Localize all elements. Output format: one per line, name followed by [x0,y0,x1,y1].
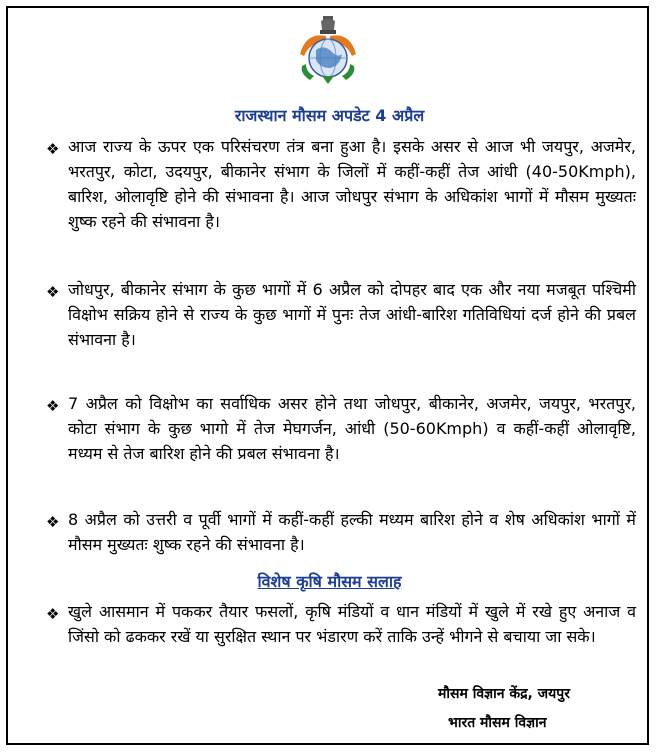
bullet-icon: ❖ [46,140,60,158]
bullet-icon: ❖ [46,605,60,623]
agri-advisory-title: विशेष कृषि मौसम सलाह [257,572,402,591]
bullet-icon: ❖ [46,397,60,415]
signature-office: मौसम विज्ञान केंद्र, जयपुर [438,686,570,702]
page-title: राजस्थान मौसम अपडेट 4 अप्रैल [234,106,425,125]
bullet-paragraph-4: 8 अप्रैल को उत्तरी व पूर्वी भागों में कहीं-कहीं हल्की मध्यम बारिश होने व शेष अधिकांश भागों में मौसम मुख्यतः शुष्क रहने की संभावना है। [68,510,636,554]
bullet-paragraph-2: जोधपुर, बीकानेर संभाग के कुछ भागों में 6 अप्रैल को दोपहर बाद एक और नया मजबूत पश्चिमी विक्षोभ सक्रिय होने से राज्य के कुछ भागों में पुनः तेज आंधी-बारिश गतिविधियां दर्ज होने की प्रबल संभावना है। [68,280,636,349]
agri-advisory-paragraph: खुले आसमान में पककर तैयार फसलों, कृषि मंडियों व धान मंडियों में खुले में रखे हुए अनाज व जिंसो को ढककर रखें या सुरक्षित स्थान पर भंडारण करें ताकि उन्हें भीगने से बचाया जा सके। [68,602,636,646]
bullet-icon: ❖ [46,283,60,301]
bullet-paragraph-1: आज राज्य के ऊपर एक परिसंचरण तंत्र बना हुआ है। इसके असर से आज भी जयपुर, अजमेर, भरतपुर, कोटा, उदयपुर, बीकानेर संभाग के जिलों में कहीं-कहीं तेज आंधी (40-50Kmph), बारिश, ओलावृष्टि होने की संभावना है। आज जोधपुर संभाग के अधिकांश भागों में मौसम मुख्यतः शुष्क रहने की संभावना है। [68,137,636,231]
bullet-paragraph-3: 7 अप्रैल को विक्षोभ का सर्वाधिक असर होने तथा जोधपुर, बीकानेर, अजमेर, जयपुर, भरतपुर, कोटा संभाग के कुछ भागो में तेज मेघगर्जन, आंधी (50-60Kmph) व कहीं-कहीं ओलावृष्टि, मध्यम से तेज बारिश होने की प्रबल संभावना है। [68,394,636,463]
signature-department: भारत मौसम विज्ञान [448,715,547,731]
rajasthan-emblem-icon [296,14,360,86]
bullet-icon: ❖ [46,513,60,531]
